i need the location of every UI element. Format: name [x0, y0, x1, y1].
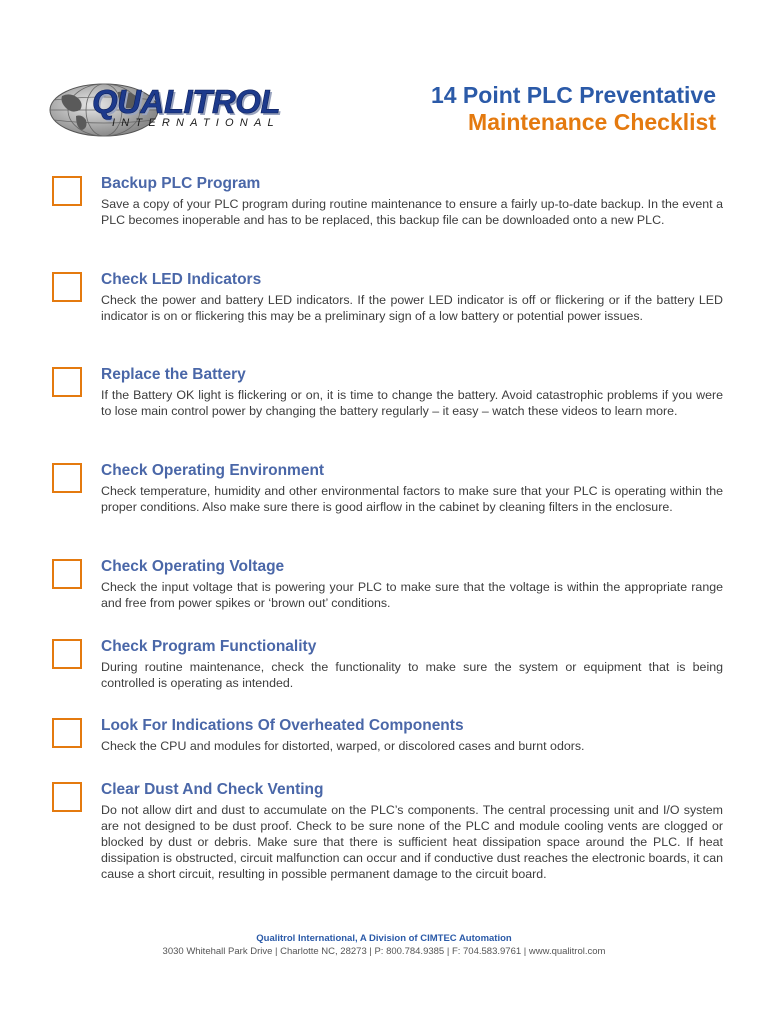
- item-description: Check the power and battery LED indicators. If the power LED indicator is off or flickering or if the battery LED indicator is on or flickering this may be a preliminary sign of a low battery or potential power issues.: [101, 293, 723, 323]
- item-heading: Replace the Battery: [101, 366, 246, 383]
- logo-wordmark: QUALITROL: [92, 83, 280, 120]
- checkbox[interactable]: [52, 272, 82, 302]
- item-description: Do not allow dirt and dust to accumulate on the PLC’s components. The central processing unit and I/O system are not designed to be dust proof. Check to be sure none of the PLC and module cooling vents are clogged or blocked by dust or debris. Make sure that there is sufficient heat dissipation space around the PLC. If heat dissipation is obstructed, circuit malfunction can occur and if conductive dust reaches the electronic boards, it can cause a short circuit, resulting in possible permanent damage to the circuit board.: [101, 803, 723, 881]
- item-heading: Look For Indications Of Overheated Components: [101, 717, 464, 734]
- footer-contact: 3030 Whitehall Park Drive | Charlotte NC, 28273 | P: 800.784.9385 | F: 704.583.9761 | www.qualitrol.com: [162, 946, 606, 957]
- checkbox[interactable]: [52, 639, 82, 669]
- item-heading: Backup PLC Program: [101, 175, 261, 192]
- checkbox[interactable]: [52, 559, 82, 589]
- item-description: Check temperature, humidity and other environmental factors to make sure that your PLC is operating within the proper conditions. Also make sure there is good airflow in the cabinet by cleaning filters in the enclosure.: [101, 484, 723, 514]
- item-description: Check the CPU and modules for distorted, warped, or discolored cases and burnt odors.: [101, 739, 585, 753]
- checkbox[interactable]: [52, 718, 82, 748]
- item-description: Check the input voltage that is powering your PLC to make sure that the voltage is within the appropriate range and free from power spikes or ‘brown out’ conditions.: [101, 580, 723, 610]
- item-heading: Check Program Functionality: [101, 638, 317, 655]
- checkbox[interactable]: [52, 782, 82, 812]
- logo-subtitle: INTERNATIONAL: [112, 117, 280, 129]
- title-line-2: Maintenance Checklist: [468, 109, 716, 135]
- item-heading: Check Operating Environment: [101, 462, 325, 479]
- checkbox[interactable]: [52, 367, 82, 397]
- item-description: During routine maintenance, check the functionality to make sure the system or equipment that is being controlled is operating as intended.: [101, 660, 723, 690]
- checkbox[interactable]: [52, 176, 82, 206]
- item-heading: Check LED Indicators: [101, 271, 262, 288]
- title-line-1: 14 Point PLC Preventative: [430, 82, 716, 108]
- footer-company: Qualitrol International, A Division of CIMTEC Automation: [256, 933, 512, 944]
- item-heading: Check Operating Voltage: [101, 558, 285, 575]
- item-description: Save a copy of your PLC program during routine maintenance to ensure a fairly up-to-date backup. In the event a PLC becomes inoperable and has to be replaced, this backup file can be downloaded onto a new PLC.: [101, 197, 723, 227]
- page-footer: [0, 932, 768, 958]
- checkbox[interactable]: [52, 463, 82, 493]
- item-heading: Clear Dust And Check Venting: [101, 781, 324, 798]
- item-description: If the Battery OK light is flickering or on, it is time to change the battery. Avoid catastrophic problems if you were to lose main control power by changing the battery regularly – it easy – watch these videos to learn more.: [101, 388, 723, 418]
- page-title: [431, 82, 716, 136]
- company-logo: [48, 80, 308, 140]
